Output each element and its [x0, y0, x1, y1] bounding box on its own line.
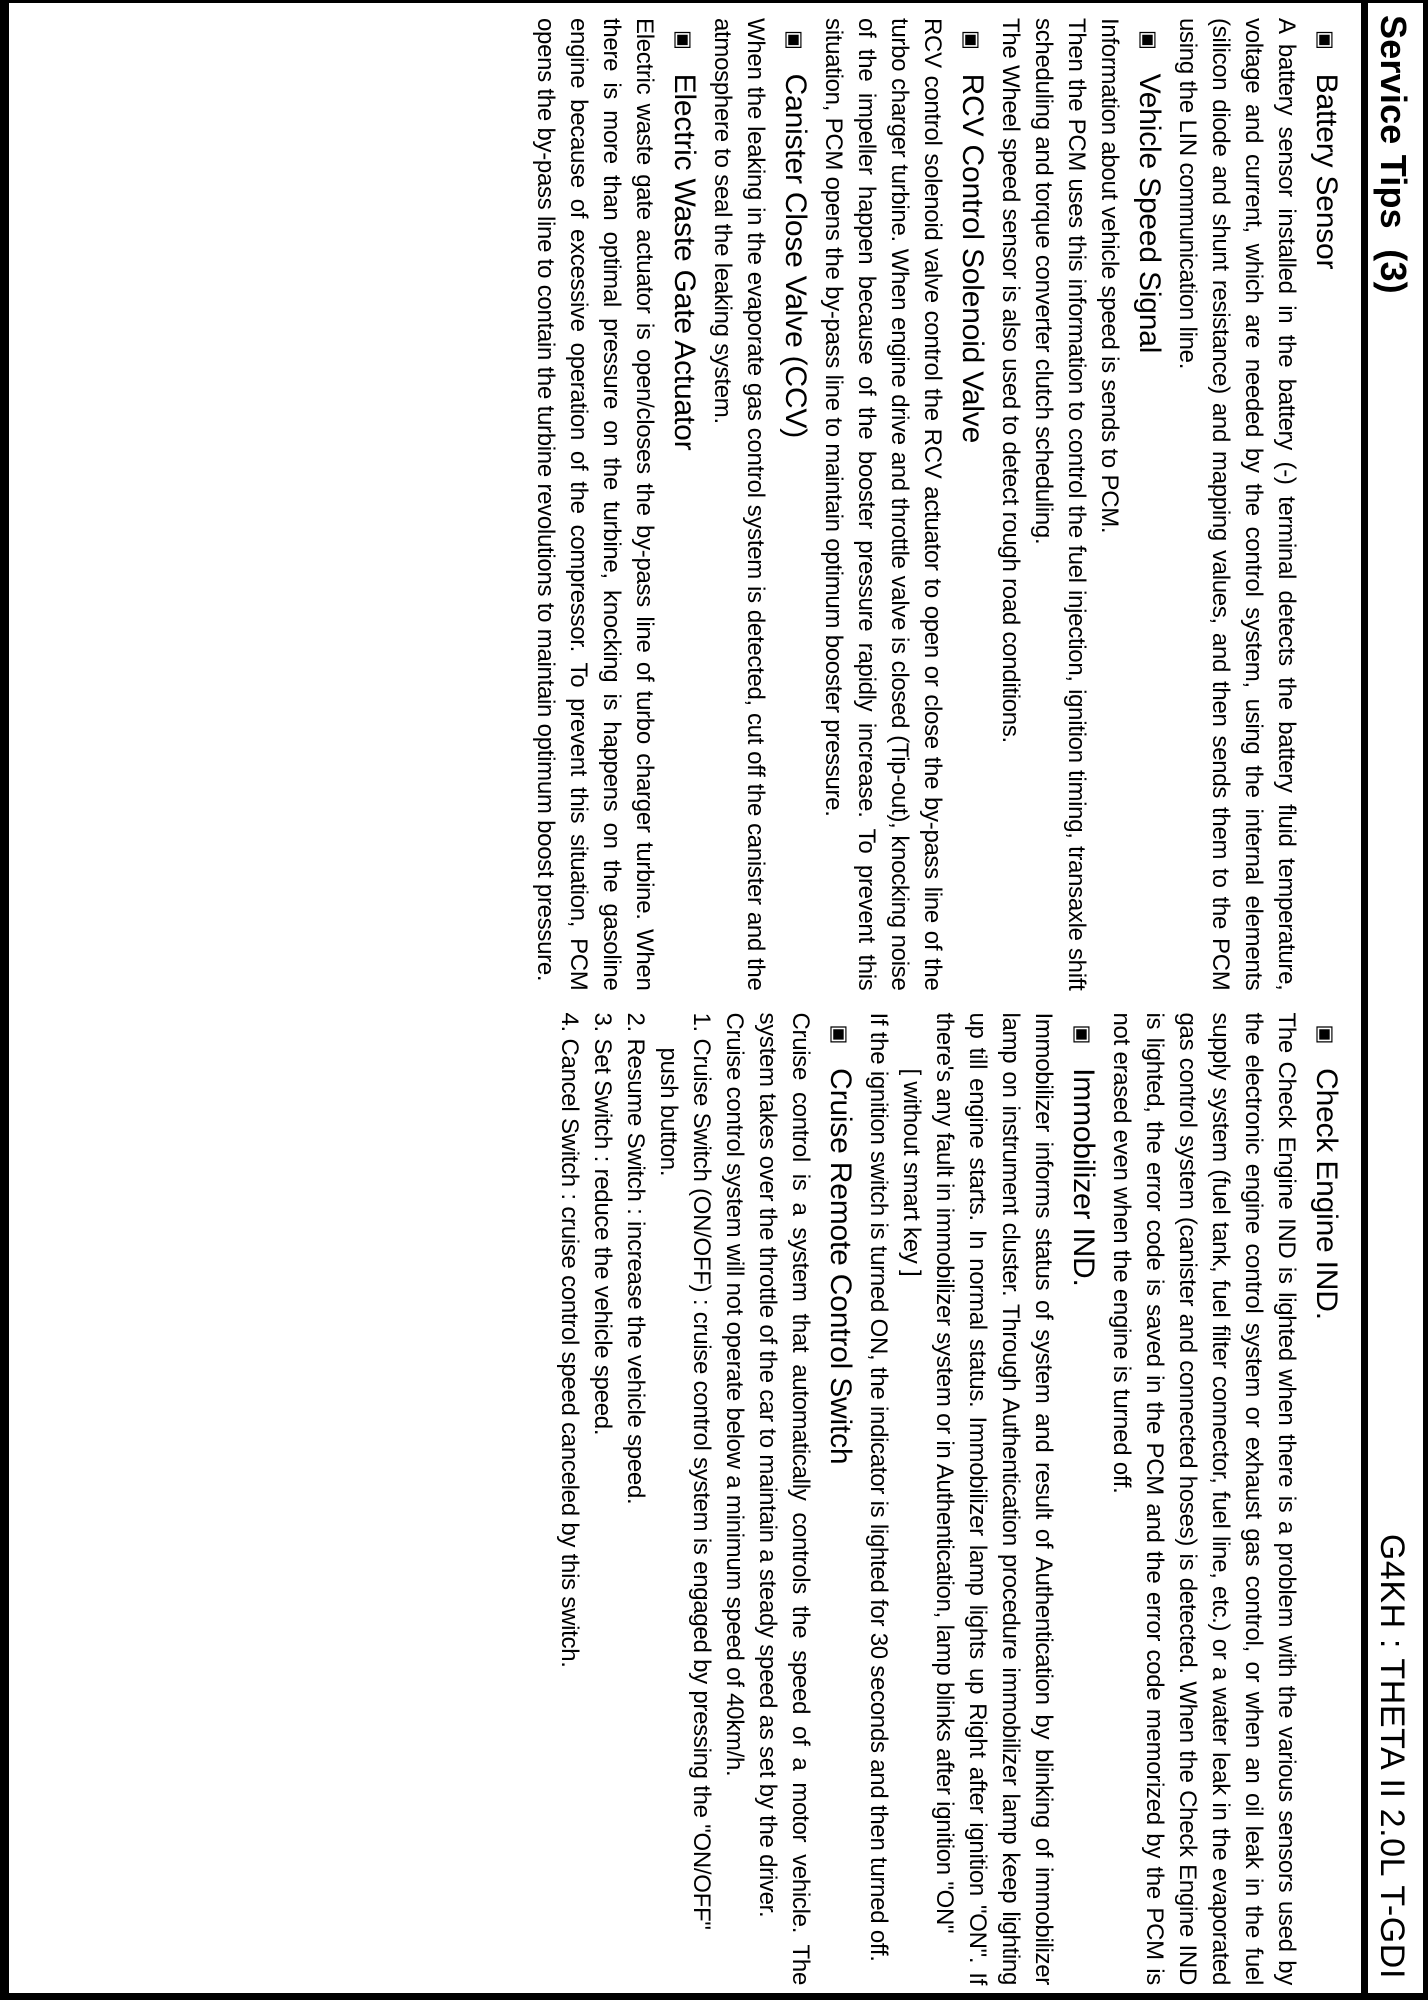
engine-code-label: G4KH : THETA II 2.0L T-GDI [1373, 1533, 1411, 1979]
section-heading [1131, 30, 1167, 991]
section-title: Immobilizer IND. [1067, 1068, 1100, 1287]
section-bullet-icon: ▣ [672, 30, 696, 50]
section-bullet-icon: ▣ [783, 30, 807, 50]
paragraph: The Check Engine IND is lighted when there is a problem with the various sensors used by the electronic engine control system or exhaust gas control, or when an oil leak in the fuel supply system (fuel tank, fuel filter connector, fuel line, etc.) or a water leak in the evaporated gas control system (canister and connected hoses) is detected. When the Check Engine IND is lighted, the error code is saved in the PCM and the error code memorized by the PCM is not erased even when the engine is turned off. [1108, 1012, 1300, 1985]
section-bullet-icon: ▣ [1314, 1024, 1338, 1045]
paragraph: Then the PCM uses this information to control the fuel injection, ignition timing, transaxle shift scheduling and torque converter clutch scheduling. [1030, 18, 1090, 991]
section-heading [954, 30, 990, 991]
section-bullet-icon: ▣ [828, 1024, 852, 1045]
page-header [1361, 3, 1423, 1993]
paragraph: When the leaking in the evaporate gas control system is detected, cut off the canister and the atmosphere to seal the leaking system. [709, 18, 769, 991]
left-column [529, 18, 1348, 991]
paragraph: If the ignition switch is turned ON, the indicator is lighted for 30 seconds and then turned off. [865, 1012, 892, 1962]
paragraph: Cruise control is a system that automatically controls the speed of a motor vehicle. The system takes over the throttle of the car to maintain a steady speed as set by the driver. [754, 1012, 814, 1985]
section-heading [1308, 1025, 1344, 1986]
section-bullet-icon: ▣ [1314, 30, 1338, 50]
section-title: RCV Control Solenoid Valve [956, 73, 989, 444]
section-heading [822, 1025, 858, 1986]
section-title: Check Engine IND. [1310, 1068, 1343, 1320]
right-column [529, 1013, 1348, 1986]
section-title: Electric Waste Gate Actuator [668, 73, 701, 451]
section-heading [666, 30, 702, 991]
section-title: Battery Sensor [1310, 73, 1343, 270]
section-bullet-icon: ▣ [1071, 1024, 1095, 1045]
section-heading [1308, 30, 1344, 991]
paragraph: [ without smart key ] [898, 1068, 925, 1277]
section-title: Canister Close Valve (CCV) [779, 73, 812, 439]
paragraph: 3. Set Switch : reduce the vehicle speed. [589, 1012, 616, 1436]
section-title: Vehicle Speed Signal [1133, 73, 1166, 354]
page-content [529, 3, 1361, 1993]
paragraph: RCV control solenoid valve control the RCV actuator to open or close the by-pass line of the turbo charger turbine. When engine drive and throttle valve is closed (Tip-out), knocking noise of the impeller happen because of the booster pressure rapidly increase. To prevent this situation, PCM opens the by-pass line to maintain optimum booster pressure. [820, 18, 946, 991]
paragraph: Information about vehicle speed is sends to PCM. [1096, 18, 1123, 534]
section-bullet-icon: ▣ [960, 30, 984, 50]
section-bullet-icon: ▣ [1137, 30, 1161, 50]
paragraph: Cruise control system will not operate below a minimum speed of 40km/h. [721, 1012, 748, 1777]
section-title: Cruise Remote Control Switch [824, 1068, 857, 1465]
paragraph: 1. Cruise Switch (ON/OFF) : cruise control system is engaged by pressing the "ON/OFF" push button. [655, 1012, 715, 1930]
paragraph: 2. Resume Switch : increase the vehicle speed. [622, 1012, 649, 1505]
page-title: Service Tips (3) [1373, 15, 1414, 294]
section-heading [777, 30, 813, 991]
paragraph: A battery sensor installed in the battery (-) terminal detects the battery fluid temperature, voltage and current, which are needed by the control system, using the internal elements (silicon diode and shunt resistance) and mapping values, and then sends them to the PCM using the LIN communication line. [1174, 18, 1300, 991]
paragraph: The Wheel speed sensor is also used to detect rough road conditions. [997, 18, 1024, 743]
section-heading [1065, 1025, 1101, 1986]
paragraph: Immobilizer informs status of system and result of Authentication by blinking of immobilizer lamp on instrument cluster. Through Authentication procedure immobilizer lamp keep lighting up till engine starts. In normal status. Immobilizer lamp lights up Right after ignition "ON". If there's any fault in immobilizer system or in Authentication, lamp blinks after ignition "ON" [931, 1012, 1057, 1985]
paragraph: Electric waste gate actuator is open/closes the by-pass line of turbo charger turbine. When there is more than optimal pressure on the turbine, knocking is happens on the gasoline engine because of excessive operation of the compressor. To prevent this situation, PCM opens the by-pass line to contain the turbine revolutions to maintain optimum boost pressure. [532, 18, 658, 991]
paragraph: 4. Cancel Switch : cruise control speed canceled by this switch. [556, 1012, 583, 1668]
